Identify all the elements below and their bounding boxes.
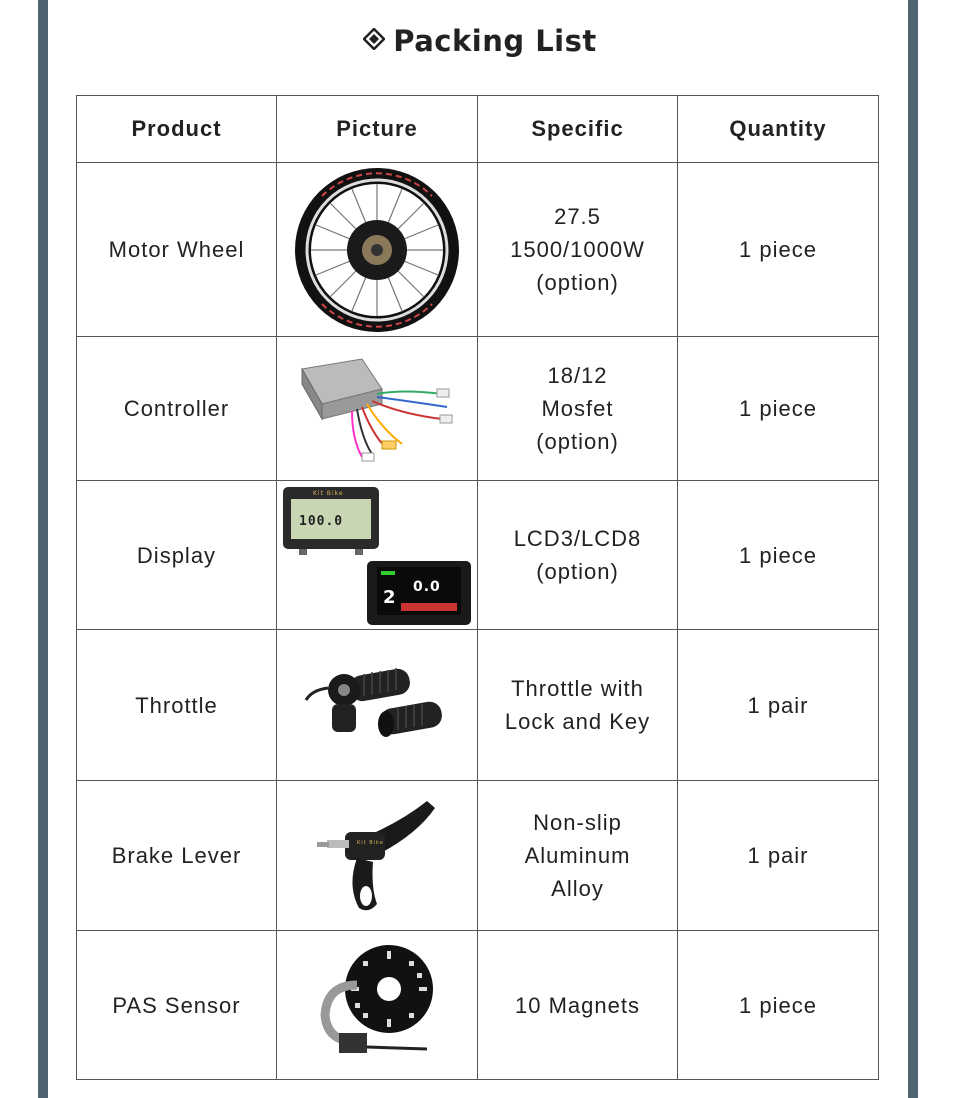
quantity-text: 1 pair [747,843,809,868]
product-name: Brake Lever [111,843,242,868]
quantity-text: 1 piece [739,237,817,262]
product-name: Motor Wheel [108,237,245,262]
specific-cell [478,781,678,931]
header-specific: Specific [478,96,678,163]
specific-cell [478,163,678,337]
table-header-row [77,96,879,163]
specific-cell [478,931,678,1080]
specific-text: Non-slip Aluminum Alloy [524,810,631,901]
specific-cell [478,630,678,781]
quantity-cell [678,163,879,337]
product-name: Controller [123,396,230,421]
table-row [77,781,879,931]
product-name: Throttle [135,692,218,718]
specific-text: LCD3/LCD8 (option) [513,526,642,584]
quantity-text: 1 pair [747,692,809,718]
quantity-text: 1 piece [739,992,817,1018]
right-border-bar [908,0,918,1098]
pas-sensor-image [317,945,437,1065]
product-cell [77,163,277,337]
svg-text:100.0: 100.0 [299,513,344,529]
quantity-text: 1 piece [739,396,817,421]
packing-list-table [76,95,879,1080]
picture-cell [277,630,478,781]
motor-wheel-image [292,166,462,334]
product-cell [77,481,277,630]
svg-text:Kit Bike: Kit Bike [357,839,384,846]
table-row [77,481,879,630]
specific-cell [478,481,678,630]
specific-text: 10 Magnets [515,992,640,1018]
page-title [0,24,960,58]
table-row [77,337,879,481]
brake-lever-image [307,796,447,916]
quantity-cell [678,481,879,630]
picture-cell [277,337,478,481]
diamond-icon [363,23,385,57]
picture-cell [277,781,478,931]
quantity-cell [678,931,879,1080]
quantity-text: 1 piece [739,542,817,568]
specific-text: Throttle with Lock and Key [504,676,651,734]
product-cell [77,630,277,781]
product-cell [77,337,277,481]
quantity-cell [678,630,879,781]
quantity-cell [678,337,879,481]
left-border-bar [38,0,48,1098]
header-quantity: Quantity [678,96,879,163]
svg-text:0.0: 0.0 [413,578,441,595]
header-picture: Picture [277,96,478,163]
picture-cell [277,481,478,630]
table-row [77,163,879,337]
product-cell [77,781,277,931]
display-image [279,483,475,628]
title-text: Packing List [393,24,597,58]
product-name: PAS Sensor [112,992,241,1018]
specific-cell [478,337,678,481]
specific-text: 18/12 Mosfet (option) [536,363,619,454]
table-row [77,630,879,781]
picture-cell [277,931,478,1080]
throttle-image [302,660,452,750]
product-cell [77,931,277,1080]
picture-cell [277,163,478,337]
svg-text:2: 2 [383,586,397,608]
quantity-cell [678,781,879,931]
controller-image [292,349,462,469]
header-product: Product [77,96,277,163]
product-name: Display [136,542,217,568]
specific-text: 27.5 1500/1000W (option) [510,204,645,295]
svg-text:Kit Bike: Kit Bike [313,489,344,497]
table-row [77,931,879,1080]
